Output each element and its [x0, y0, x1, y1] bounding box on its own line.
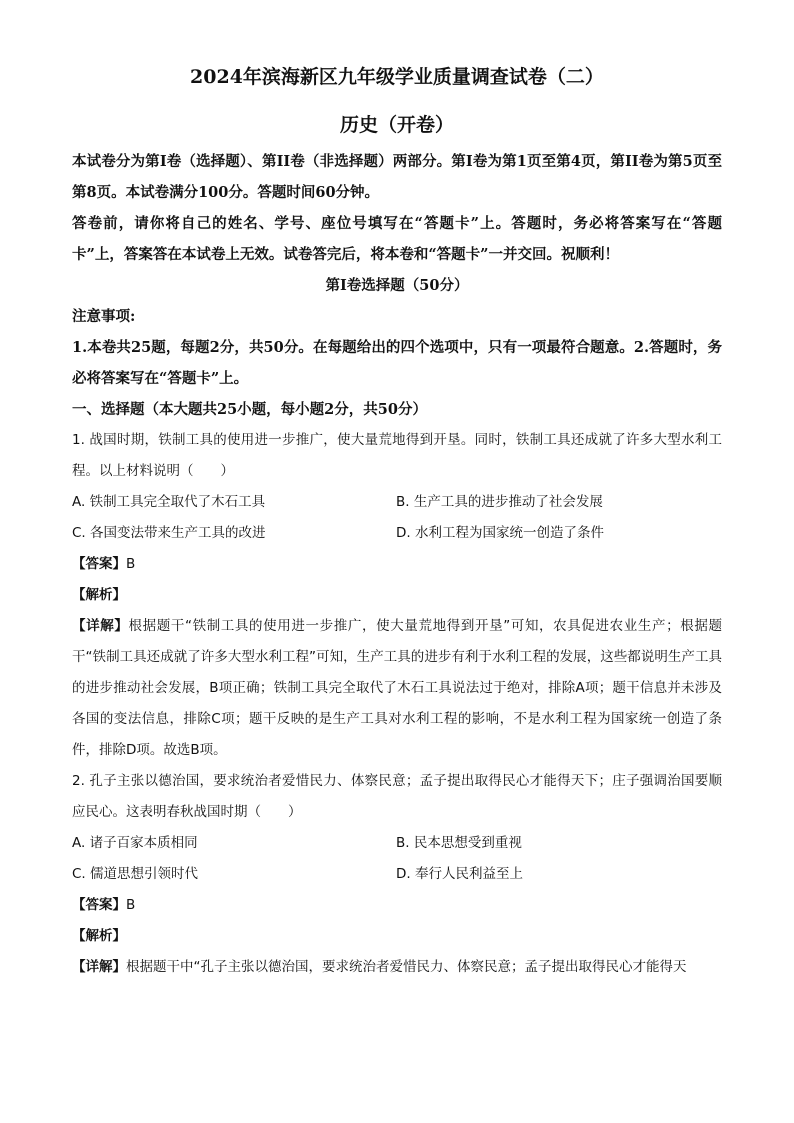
part-heading: 一、选择题（本大题共25小题，每小题2分，共50分） — [72, 401, 427, 418]
option-b: B. 生产工具的进步推动了社会发展 — [396, 494, 603, 510]
option-a: A. 铁制工具完全取代了木石工具 — [72, 494, 266, 510]
question-stem: 2. 孔子主张以德治国，要求统治者爱惜民力、体察民意；孟子提出取得民心才能得天下；庄子强调治国要顺应民心。这表明春秋战国时期（ ） — [72, 773, 722, 820]
answer-value: B — [126, 556, 136, 572]
question-2 — [72, 766, 722, 983]
exam-subtitle: 历史（开卷） — [339, 114, 454, 136]
analysis-tag: 【解析】 — [72, 928, 126, 944]
detail-paragraph — [72, 611, 722, 766]
detail-paragraph — [72, 952, 722, 983]
option-b: B. 民本思想受到重视 — [396, 835, 522, 851]
intro-paragraph-structure: 本试卷分为第Ⅰ卷（选择题）、第II卷（非选择题）两部分。第Ⅰ卷为第1页至第4页，第II卷为第5页至第8页。本试卷满分100分。答题时间60分钟。 — [72, 153, 722, 201]
option-d: D. 奉行人民利益至上 — [396, 866, 523, 882]
answer-line — [72, 549, 722, 580]
options-grid — [72, 828, 722, 890]
section-heading: 第Ⅰ卷选择题（50分） — [325, 277, 469, 294]
analysis-line — [72, 921, 722, 952]
detail-text: 根据题干“铁制工具的使用进一步推广，使大量荒地得到开垦”可知，农具促进农业生产；根据题干“铁制工具还成就了许多大型水利工程”可知，生产工具的进步有利于水利工程的发展，这些都说明生产工具的进步推动社会发展，B项正确；铁制工具完全取代了木石工具说法过于绝对，排除A项；题干信息并未涉及各国的变法信息，排除C项；题干反映的是生产工具对水利工程的影响，不是水利工程为国家统一创造了条件，排除D项。故选B项。 — [72, 618, 722, 758]
notice-label: 注意事项: — [72, 308, 136, 325]
option-d: D. 水利工程为国家统一创造了条件 — [396, 525, 604, 541]
question-stem: 1. 战国时期，铁制工具的使用进一步推广，使大量荒地得到开垦。同时，铁制工具还成就了许多大型水利工程。以上材料说明（ ） — [72, 432, 722, 479]
answer-tag: 【答案】 — [72, 897, 126, 913]
options-grid — [72, 487, 722, 549]
answer-value: B — [126, 897, 136, 913]
analysis-tag: 【解析】 — [72, 587, 126, 603]
exam-page — [72, 62, 722, 983]
detail-tag: 【详解】 — [72, 618, 129, 634]
detail-tag: 【详解】 — [72, 959, 126, 975]
exam-title: 2024年滨海新区九年级学业质量调查试卷（二） — [190, 66, 604, 88]
analysis-line — [72, 580, 722, 611]
detail-text: 根据题干中“孔子主张以德治国，要求统治者爱惜民力、体察民意；孟子提出取得民心才能得天 — [126, 959, 687, 975]
answer-tag: 【答案】 — [72, 556, 126, 572]
answer-line — [72, 890, 722, 921]
option-a: A. 诸子百家本质相同 — [72, 835, 198, 851]
option-c: C. 儒道思想引领时代 — [72, 866, 199, 882]
option-c: C. 各国变法带来生产工具的改进 — [72, 525, 266, 541]
question-1 — [72, 425, 722, 766]
notice-text: 1.本卷共25题，每题2分，共50分。在每题给出的四个选项中，只有一项最符合题意。2.答题时，务必将答案写在“答题卡”上。 — [72, 339, 722, 387]
intro-paragraph-instructions: 答卷前，请你将自己的姓名、学号、座位号填写在“答题卡”上。答题时，务必将答案写在“答题卡”上，答案答在本试卷上无效。试卷答完后，将本卷和“答题卡”一并交回。祝顺利！ — [72, 215, 722, 263]
